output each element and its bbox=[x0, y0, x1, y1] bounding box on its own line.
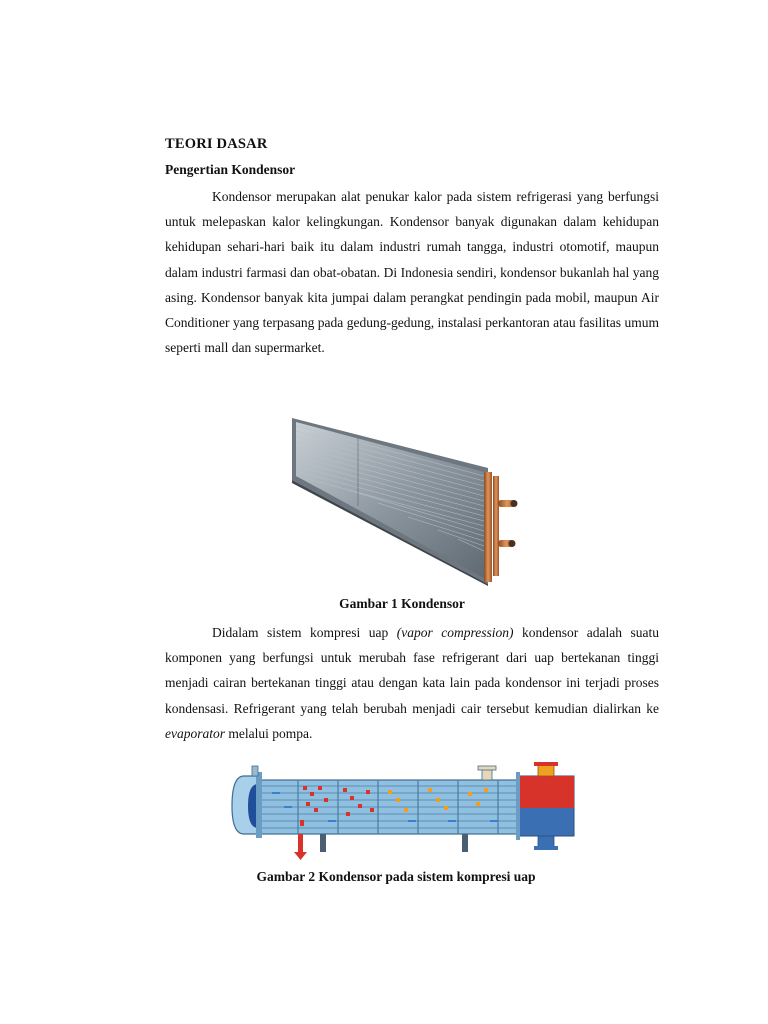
italic-term-vapor-compression: (vapor compression) bbox=[396, 625, 514, 640]
section-title: TEORI DASAR bbox=[165, 136, 268, 152]
figure1-caption: Gambar 1 Kondensor bbox=[339, 596, 465, 611]
paragraph-intro: Kondensor merupakan alat penukar kalor pada sistem refrigerasi yang berfungsi untuk melepaskan kalor kelingkungan. Kondensor banyak digunakan dalam kehidupan kehidupan sehari-hari baik itu dalam industri rumah tangga, industri otomotif, maupun dalam industri farmasi dan obat-obatan. Di Indonesia sendiri, kondensor bukanlah hal yang asing. Kondensor banyak kita jumpai dalam perangkat pendingin pada mobil, maupun Air Conditioner yang terpasang pada gedung-gedung, instalasi perkantoran atau fasilitas umum seperti mall dan supermarket. bbox=[165, 189, 659, 356]
figure2-caption: Gambar 2 Kondensor pada sistem kompresi uap bbox=[256, 869, 536, 884]
italic-term-evaporator: evaporator bbox=[165, 725, 225, 741]
paragraph-vapor-compression: Didalam sistem kompresi uap (vapor compression) kondensor adalah suatu komponen yang berfungsi untuk merubah fase refrigerant dari uap bertekanan tinggi menjadi cairan bertekanan tinggi atau dengan kata lain pada kondensor ini terjadi proses kondensasi. Refrigerant yang telah berubah menjadi cair tersebut kemudian dialirkan ke evaporator melalui pompa. bbox=[165, 625, 660, 741]
condenser-coil-image bbox=[288, 410, 520, 586]
subsection-title: Pengertian Kondensor bbox=[165, 162, 296, 177]
shell-tube-condenser-image bbox=[228, 762, 578, 862]
